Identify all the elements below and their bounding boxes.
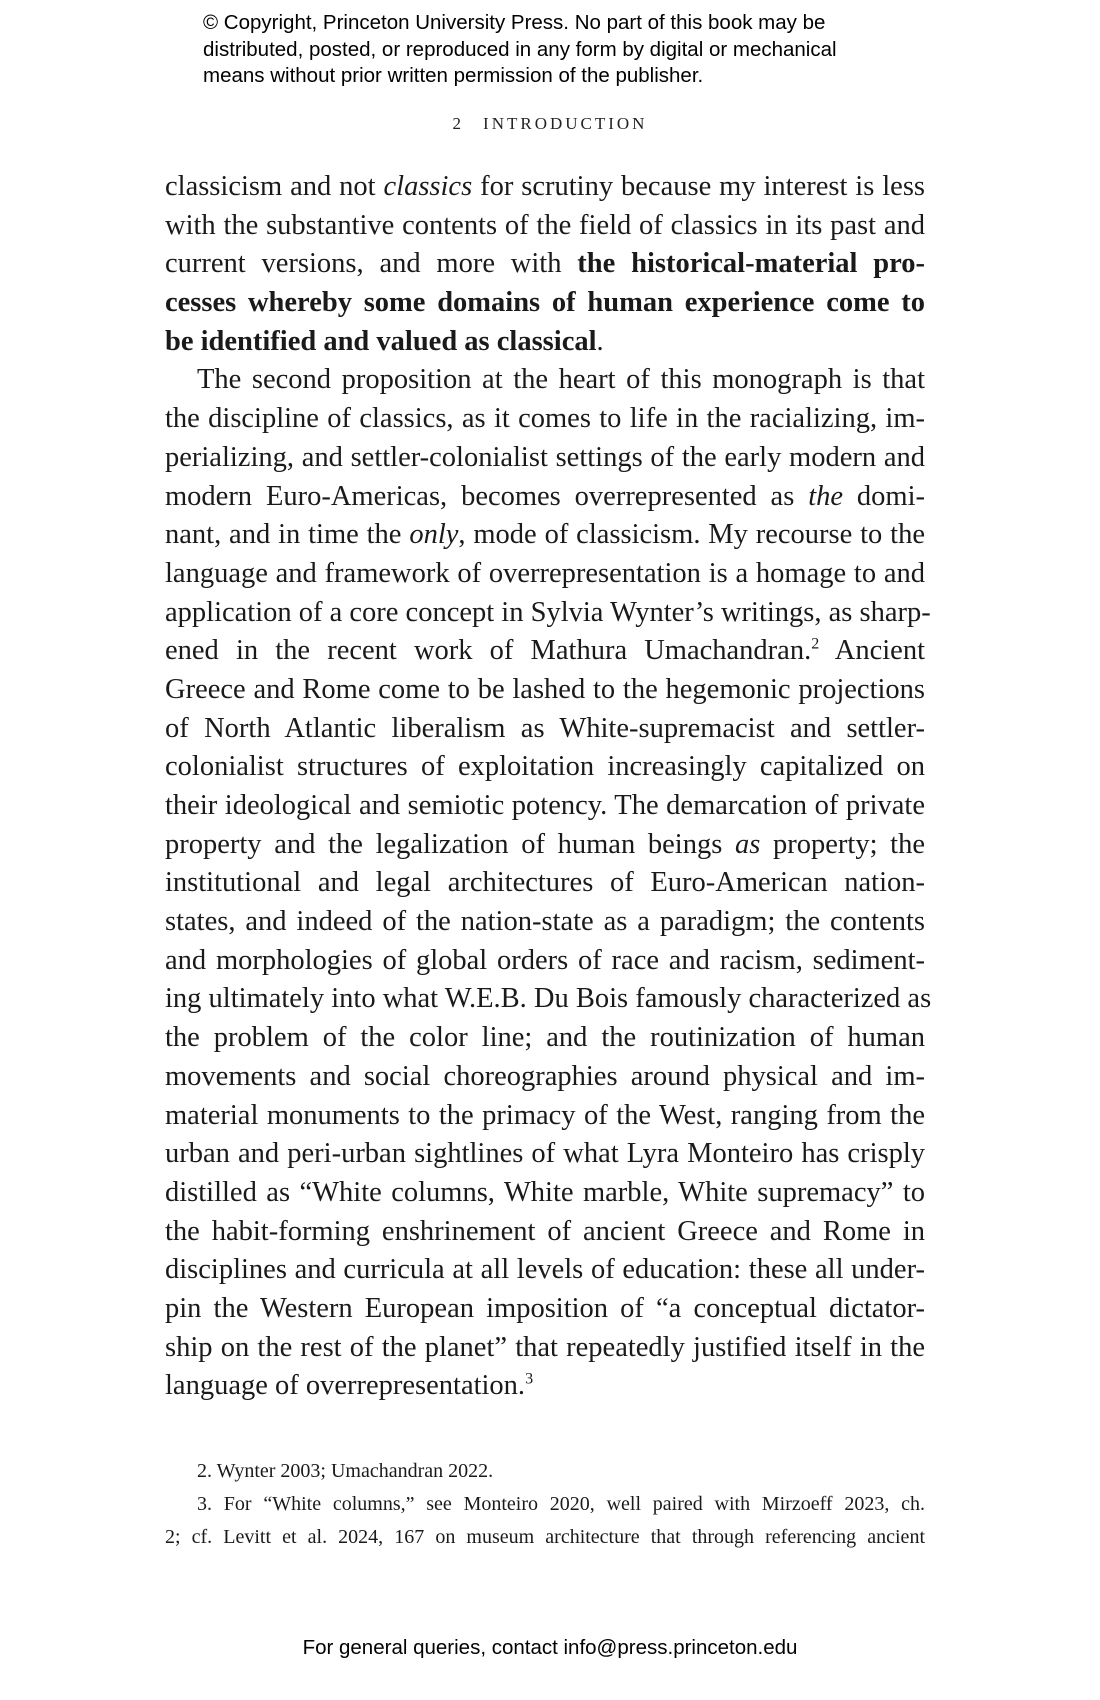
bold-text: be identified and valued as classical: [165, 325, 597, 357]
text-line: perializing, and settler-colonialist settings of the early modern and: [165, 441, 925, 473]
paragraph-2: [165, 361, 932, 1406]
text-line: ship on the rest of the planet” that repeatedly justified itself in the: [165, 1331, 925, 1363]
text: Ancient: [819, 635, 925, 667]
footnote-3: 3. For “White columns,” see Monteiro 2020, well paired with Mirzoeff 2023, ch.: [197, 1493, 925, 1515]
chapter-title: INTRODUCTION: [483, 114, 648, 133]
footnote-2: 2. Wynter 2003; Umachandran 2022.: [197, 1460, 494, 1482]
text-line: [165, 632, 925, 671]
text: ened in the recent work of Mathura Umachandran.: [165, 635, 812, 667]
text-line: [165, 1367, 925, 1406]
text-line: their ideological and semiotic potency. The demarcation of private: [165, 790, 925, 821]
text-line: [165, 245, 925, 284]
running-head: [0, 114, 1100, 134]
text-line: disciplines and curricula at all levels of education: these all under-: [165, 1254, 925, 1286]
text-line: states, and indeed of the nation-state as a paradigm; the contents: [165, 906, 925, 938]
text-line: the problem of the color line; and the routinization of human: [165, 1022, 925, 1054]
copyright-line: distributed, posted, or reproduced in any form by digital or mechanical: [203, 37, 837, 61]
text-line: distilled as “White columns, White marble, White supremacy” to: [165, 1176, 925, 1208]
text: , mode of classicism. My recourse to the: [458, 519, 925, 551]
body-text: [165, 168, 932, 1406]
footnotes: [165, 1455, 925, 1554]
text-line: with the substantive contents of the field of classics in its past and: [165, 209, 925, 241]
text-line: The second proposition at the heart of this monograph is that: [197, 364, 925, 396]
text: .: [596, 325, 604, 357]
text-line: colonialist structures of exploitation increasingly capitalized on: [165, 751, 925, 783]
text: language of overrepresentation.: [165, 1370, 526, 1402]
text-line: language and framework of overrepresentation is a homage to and: [165, 557, 925, 589]
text-line: [165, 168, 925, 207]
footnote-3-continued: 2; cf. Levitt et al. 2024, 167 on museum architecture that through referencing ancient: [165, 1526, 925, 1548]
text-line: ing ultimately into what W.E.B. Du Bois famously characterized as: [165, 983, 932, 1015]
italic-text: classics: [383, 171, 473, 202]
text: property and the legalization of human beings: [165, 828, 735, 860]
italic-text: the: [808, 480, 844, 512]
text: classicism and not: [165, 171, 384, 202]
footer-contact: For general queries, contact info@press.princeton.edu: [302, 1636, 798, 1659]
italic-text: as: [734, 828, 761, 860]
text-line: urban and peri-urban sightlines of what Lyra Monteiro has crisply: [165, 1138, 925, 1170]
text-line: the discipline of classics, as it comes to life in the racializing, im-: [165, 403, 925, 435]
text-line: cesses whereby some domains of human experience come to: [165, 287, 925, 319]
text-line: the habit-forming enshrinement of ancient Greece and Rome in: [165, 1215, 925, 1247]
text-line: pin the Western European imposition of “a conceptual dictator-: [165, 1292, 925, 1324]
text-line: application of a core concept in Sylvia Wynter’s writings, as sharp-: [165, 596, 931, 628]
text-line: [165, 323, 925, 362]
copyright-line: © Copyright, Princeton University Press. No part of this book may be: [203, 11, 826, 34]
text: property; the: [760, 828, 925, 860]
text-line: institutional and legal architectures of Euro-American nation-: [165, 867, 925, 899]
paragraph-1: [165, 168, 925, 361]
text: nant, and in time the: [165, 519, 410, 551]
text-line: and morphologies of global orders of race and racism, sediment-: [165, 944, 925, 976]
bold-text: the historical-material pro-: [577, 248, 925, 280]
text-line: [165, 516, 925, 555]
copyright-line: means without prior written permission of the publisher.: [203, 64, 704, 87]
text-line: movements and social choreographies around physical and im-: [165, 1060, 925, 1092]
text-line: [165, 478, 925, 517]
text: for scrutiny because my interest is less: [472, 171, 925, 202]
text: current versions, and more with: [165, 248, 578, 280]
text: modern Euro-Americas, becomes overrepresented as: [165, 480, 809, 512]
copyright-notice: [203, 10, 923, 90]
footnote-ref-3[interactable]: 3: [525, 1370, 534, 1388]
footnote-ref-2[interactable]: 2: [811, 635, 820, 653]
italic-text: only: [409, 519, 459, 551]
text-line: Greece and Rome come to be lashed to the hegemonic projections: [165, 673, 925, 705]
text-line: material monuments to the primacy of the West, ranging from the: [165, 1099, 925, 1131]
page-number: 2: [452, 114, 462, 133]
text: domi-: [843, 480, 926, 512]
text-line: [165, 826, 925, 865]
text-line: of North Atlantic liberalism as White-supremacist and settler-: [165, 712, 925, 744]
